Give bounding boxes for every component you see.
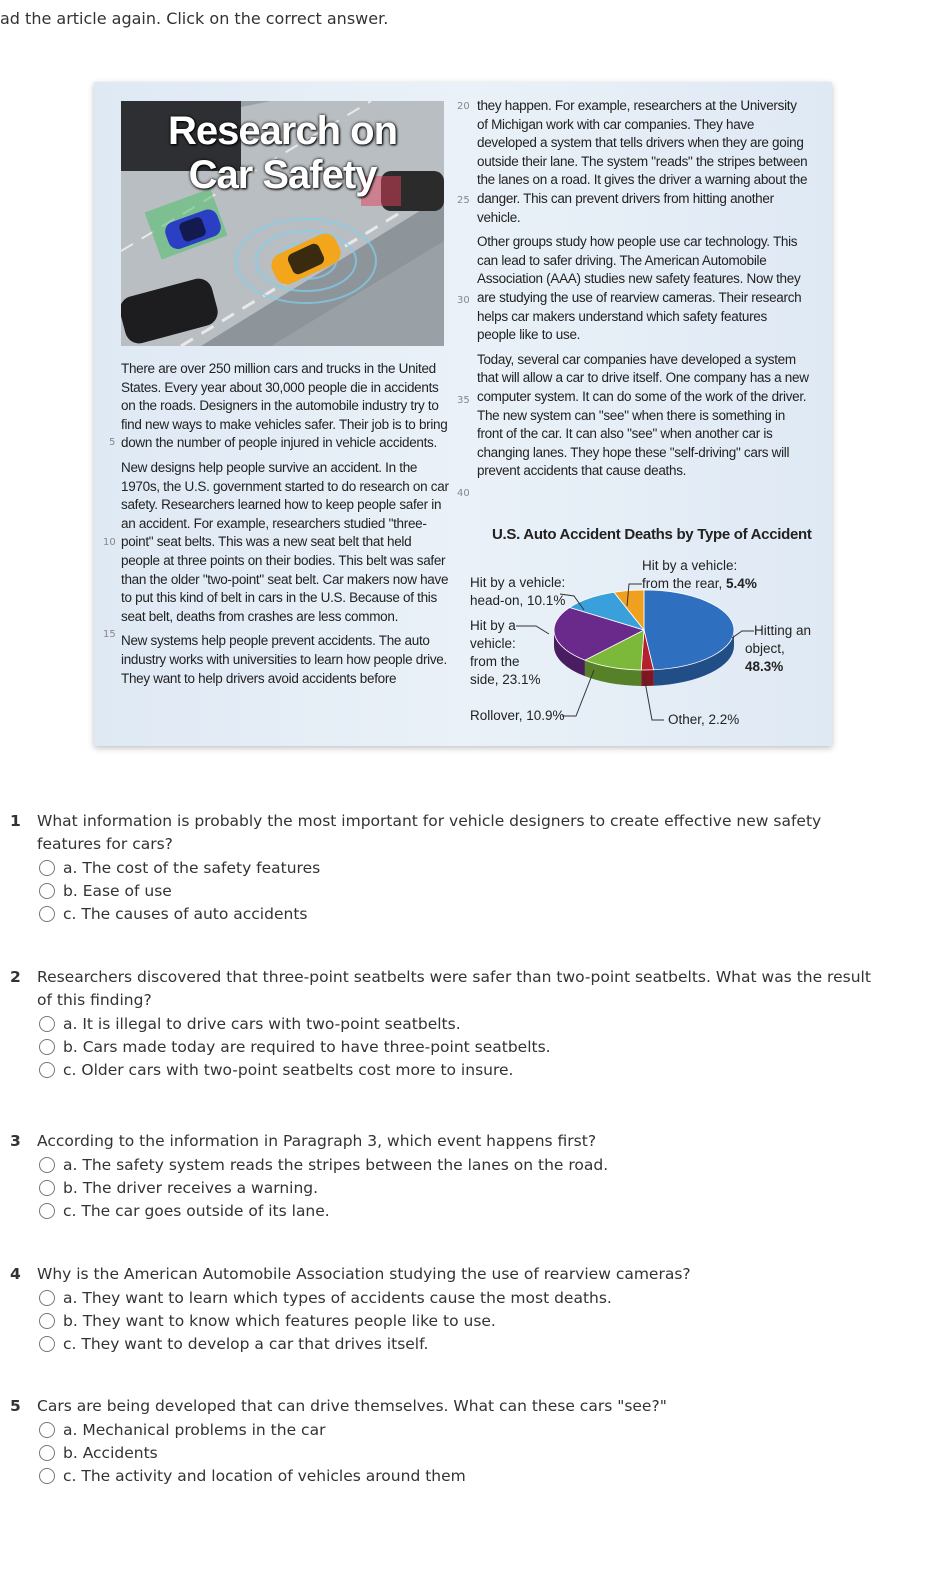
pie-chart (464, 550, 824, 745)
question-text: What information is probably the most important for vehicle designers to create effective new safety features for cars? (37, 812, 822, 853)
article-paragraph: Today, several car companies have developed a system that will allow a car to drive itself. One company has a new computer system. It can do some of the work of the driver. The new system can "see" when there is something in front of the car. It can also "see" when another car is changing lanes. They hope these "self-driving" cars will prevent accidents that cause deaths. (477, 351, 809, 479)
option-label: b. The driver receives a warning. (63, 1178, 319, 1197)
chart-label-object: 48.3% (745, 659, 784, 674)
answer-option[interactable] (39, 902, 890, 925)
question-stem (10, 1263, 890, 1286)
question-number: 2 (10, 968, 21, 986)
radio-button[interactable] (39, 1313, 55, 1329)
answer-option[interactable] (39, 1332, 890, 1355)
option-label: b. Cars made today are required to have three-point seatbelts. (63, 1037, 551, 1056)
answer-option[interactable] (39, 1153, 890, 1176)
line-number: 40 (457, 488, 470, 499)
chart-label-object: object, (745, 641, 785, 656)
line-number: 20 (457, 101, 470, 112)
answer-option[interactable] (39, 1286, 890, 1309)
chart-label-headon: Hit by a vehicle: (470, 575, 566, 590)
answer-option[interactable] (39, 1012, 890, 1035)
leader-line (732, 631, 754, 638)
chart-label-other: Other, 2.2% (668, 712, 740, 727)
line-number: 10 (103, 537, 116, 548)
question-stem (10, 810, 890, 856)
chart-label-rollover: Rollover, 10.9% (470, 708, 565, 723)
radio-button[interactable] (39, 1062, 55, 1078)
chart-label-rear: from the rear, 5.4% (642, 576, 757, 591)
question-2 (10, 966, 890, 1081)
article-paragraph: New systems help people prevent accidents. The auto industry works with universities to learn how people drive. They want to help drivers avoid accidents before (121, 633, 447, 686)
answer-option[interactable] (39, 1176, 890, 1199)
option-label: a. It is illegal to drive cars with two-point seatbelts. (63, 1014, 461, 1033)
question-1 (10, 810, 890, 925)
answer-option[interactable] (39, 1418, 890, 1441)
option-label: c. They want to develop a car that drives itself. (63, 1334, 429, 1353)
line-number: 30 (457, 295, 470, 306)
question-stem (10, 966, 890, 1012)
article-left-column (121, 360, 451, 694)
option-label: c. The car goes outside of its lane. (63, 1201, 330, 1220)
question-number: 1 (10, 812, 21, 830)
question-3 (10, 1130, 890, 1222)
chart-label-side: side, 23.1% (470, 672, 541, 687)
question-text: According to the information in Paragraph 3, which event happens first? (37, 1132, 597, 1150)
chart-label-side: from the (470, 654, 520, 669)
article-paragraph: New designs help people survive an accident. In the 1970s, the U.S. government started to do research on car safety. Researchers learned how to keep people safer in an accident. For example, researchers studied "three-point" seat belts. This was a new seat belt that held people at three points on their bodies. This belt was safer than the older "two-point" seat belt. Car makers now have to put this kind of belt in cars in the U.S. Because of this seat belt, deaths from crashes are less common. (121, 459, 449, 624)
answer-option[interactable] (39, 1309, 890, 1332)
answer-option[interactable] (39, 1464, 890, 1487)
option-label: c. The activity and location of vehicles around them (63, 1466, 466, 1485)
option-label: c. The causes of auto accidents (63, 904, 308, 923)
question-stem (10, 1130, 890, 1153)
answer-option[interactable] (39, 856, 890, 879)
line-number: 5 (109, 437, 116, 448)
option-label: a. The cost of the safety features (63, 858, 321, 877)
radio-button[interactable] (39, 906, 55, 922)
radio-button[interactable] (39, 883, 55, 899)
question-text: Researchers discovered that three-point seatbelts were safer than two-point seatbelts. What was the result of this finding? (37, 968, 871, 1009)
radio-button[interactable] (39, 1180, 55, 1196)
chart-label-object: Hitting an (754, 623, 812, 638)
article-panel (94, 82, 832, 746)
chart-label-headon: head-on, 10.1% (470, 593, 566, 608)
answer-option[interactable] (39, 1441, 890, 1464)
option-label: b. Ease of use (63, 881, 172, 900)
article-paragraph: Other groups study how people use car technology. This can lead to safer driving. The American Automobile Association (AAA) studies new safety features. Now they are studying the use of rearview cameras. Their research helps car makers understand which safety features people like to use. (477, 234, 802, 343)
article-right-column (477, 97, 809, 487)
radio-button[interactable] (39, 1290, 55, 1306)
option-label: b. Accidents (63, 1443, 158, 1462)
radio-button[interactable] (39, 1336, 55, 1352)
answer-option[interactable] (39, 1058, 890, 1081)
option-label: a. The safety system reads the stripes between the lanes on the road. (63, 1155, 609, 1174)
chart-label-side: Hit by a (470, 618, 516, 633)
chart-label-rear: Hit by a vehicle: (642, 558, 738, 573)
answer-option[interactable] (39, 879, 890, 902)
option-label: a. They want to learn which types of accidents cause the most deaths. (63, 1288, 612, 1307)
line-number: 15 (103, 629, 116, 640)
radio-button[interactable] (39, 1445, 55, 1461)
radio-button[interactable] (39, 1016, 55, 1032)
radio-button[interactable] (39, 860, 55, 876)
chart-title: U.S. Auto Accident Deaths by Type of Accident (492, 526, 812, 543)
leader-line (516, 626, 549, 634)
option-label: a. Mechanical problems in the car (63, 1420, 326, 1439)
question-5 (10, 1395, 890, 1487)
answer-option[interactable] (39, 1035, 890, 1058)
hero-image (121, 101, 444, 346)
question-text: Cars are being developed that can drive themselves. What can these cars "see?" (37, 1397, 667, 1415)
article-paragraph: There are over 250 million cars and trucks in the United States. Every year about 30,000 people die in accidents on the roads. Designers in the automobile industry try to find new ways to make vehicles safer. Their job is to bring down the number of people injured in vehicle accidents. (121, 361, 448, 451)
pie-slice-side (641, 670, 653, 686)
instruction-text: ad the article again. Click on the correct answer. (0, 9, 389, 28)
line-number: 25 (457, 195, 470, 206)
option-label: c. Older cars with two-point seatbelts cost more to insure. (63, 1060, 514, 1079)
question-text: Why is the American Automobile Association studying the use of rearview cameras? (37, 1265, 691, 1283)
answer-option[interactable] (39, 1199, 890, 1222)
radio-button[interactable] (39, 1157, 55, 1173)
radio-button[interactable] (39, 1468, 55, 1484)
question-number: 4 (10, 1265, 21, 1283)
line-number: 35 (457, 395, 470, 406)
radio-button[interactable] (39, 1203, 55, 1219)
radio-button[interactable] (39, 1039, 55, 1055)
question-4 (10, 1263, 890, 1355)
question-number: 5 (10, 1397, 21, 1415)
radio-button[interactable] (39, 1422, 55, 1438)
option-label: b. They want to know which features people like to use. (63, 1311, 496, 1330)
chart-label-side: vehicle: (470, 636, 516, 651)
question-stem (10, 1395, 890, 1418)
article-title: Research on Car Safety (167, 109, 398, 197)
question-number: 3 (10, 1132, 21, 1150)
article-paragraph: they happen. For example, researchers at the University of Michigan work with car companies. They have developed a system that tells drivers when they are going outside their lane. The system "reads" the stripes between the lanes on a road. It gives the driver a warning about the danger. This can prevent drivers from hitting another vehicle. (477, 98, 808, 225)
